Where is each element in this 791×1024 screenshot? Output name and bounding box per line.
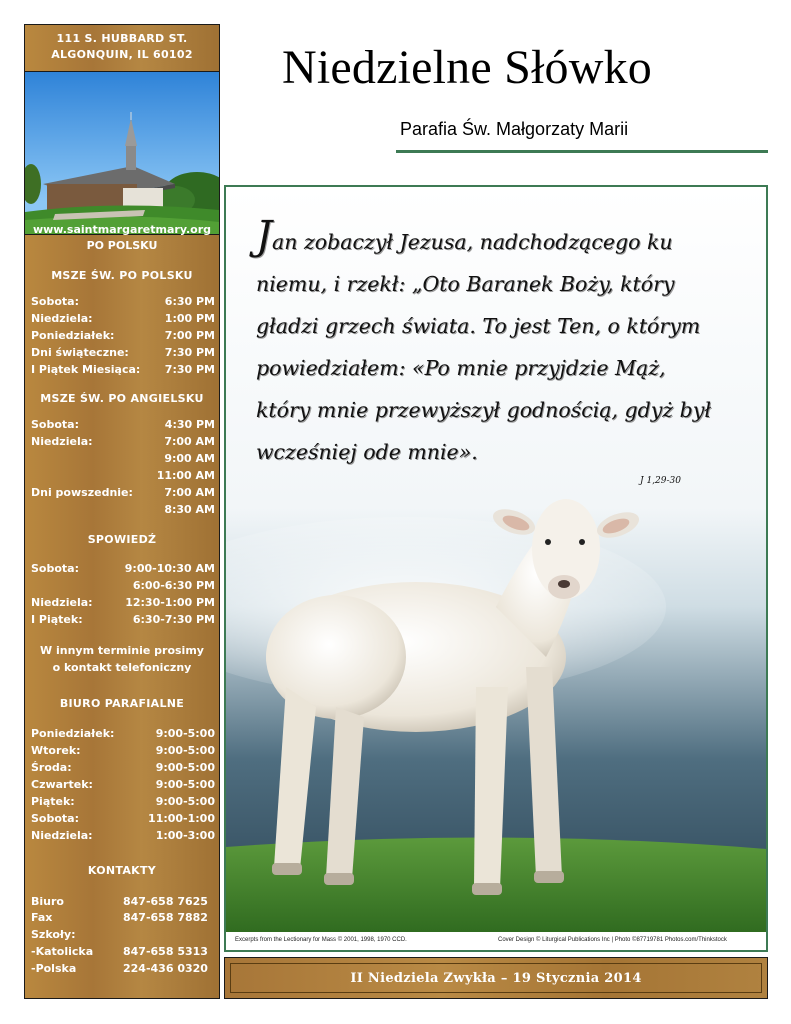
website-url[interactable]: www.saintmargaretmary.org [32,223,212,236]
quote-line-2: niemu, i rzekł: „Oto Baranek Boży, który [256,272,675,296]
polish-mass-row: Poniedziałek: 7:00 PM [31,329,215,342]
office-hours-row: Sobota: 11:00-1:00 [31,812,215,825]
office-hours-row: Czwartek: 9:00-5:00 [31,778,215,791]
lectionary-credit: Excerpts from the Lectionary for Mass © 2001, 1998, 1970 CCD. [235,937,407,943]
confession-row: Sobota: 9:00-10:30 AM [31,562,215,575]
confession-row: Niedziela: 12:30-1:00 PM [31,596,215,609]
confession-heading: SPOWIEDŹ [87,533,157,546]
liturgical-date: II Niedziela Zwykła – 19 Stycznia 2014 [350,971,642,986]
english-mass-row: Dni powszednie: 7:00 AM [31,486,215,499]
quote-line-4: powiedziałem: «Po mnie przyjdzie Mąż, [256,356,666,380]
scripture-reference: J 1,29-30 [640,476,682,486]
date-banner [224,957,768,999]
confession-note: W innym terminie prosimy [40,644,204,657]
office-hours-row: Środa: 9:00-5:00 [31,761,215,774]
polish-mass-row: Niedziela: 1:00 PM [31,312,215,325]
english-mass-row: 9:00 AM [164,452,215,465]
cover-image-frame [224,185,768,952]
office-hours-row: Niedziela: 1:00-3:00 [31,829,215,842]
office-hours-row: Poniedziałek: 9:00-5:00 [31,727,215,740]
address-line-1: 111 S. HUBBARD ST. [56,32,188,45]
bulletin-title: Niedzielne Słówko [282,41,652,94]
polish-mass-row: Dni świąteczne: 7:30 PM [31,346,215,359]
polish-mass-row: Sobota: 6:30 PM [31,295,215,308]
gospel-quote [256,213,756,473]
office-hours-row: Piątek: 9:00-5:00 [31,795,215,808]
confession-note: o kontakt telefoniczny [52,661,192,674]
language-label: PO POLSKU [86,239,158,252]
church-photo [25,71,219,235]
contact-row: -Polska 224-436 0320 [31,962,208,975]
design-credit: Cover Design © Liturgical Publications Inc | Photo ©87719781 Photos.com/Thinkstock [498,937,727,943]
office-heading: BIURO PARAFIALNE [59,697,185,710]
quote-line-5: który mnie przewyższył godnością, gdyż był [256,398,712,422]
polish-mass-heading: MSZE ŚW. PO POLSKU [51,269,193,282]
parish-name: Parafia Św. Małgorzaty Marii [400,119,629,139]
contact-row: Biuro 847-658 7625 [31,895,208,908]
english-mass-heading: MSZE ŚW. PO ANGIELSKU [40,392,204,405]
quote-line-1: Jan zobaczył Jezusa, nadchodzącego ku [256,213,673,259]
contact-row: Szkoły: [31,928,76,941]
english-mass-row: 8:30 AM [164,503,215,516]
office-hours-row: Wtorek: 9:00-5:00 [31,744,215,757]
english-mass-row: Sobota: 4:30 PM [31,418,215,431]
parish-address [25,25,219,71]
quote-line-6: wcześniej ode mnie». [256,440,478,464]
contact-row: -Katolicka 847-658 5313 [31,945,208,958]
title-divider [396,150,768,153]
contact-row: Fax 847-658 7882 [31,911,208,924]
english-mass-row: 11:00 AM [156,469,215,482]
address-line-2: ALGONQUIN, IL 60102 [51,48,193,61]
polish-mass-row: I Piątek Miesiąca: 7:30 PM [31,363,215,376]
parish-info-sidebar [24,24,220,999]
contacts-heading: KONTAKTY [87,864,157,877]
quote-line-3: gładzi grzech świata. To jest Ten, o którym [256,314,701,338]
confession-row: 6:00-6:30 PM [132,579,215,592]
confession-row: I Piątek: 6:30-7:30 PM [31,613,215,626]
english-mass-row: Niedziela: 7:00 AM [31,435,215,448]
